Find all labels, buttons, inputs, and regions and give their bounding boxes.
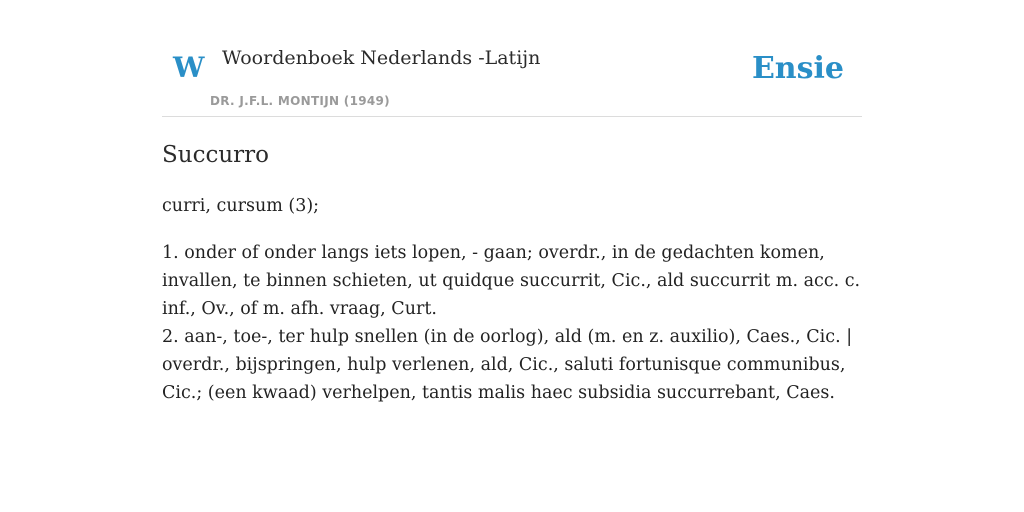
brand-logo[interactable]: Ensie [751, 51, 844, 86]
source-title[interactable]: Woordenboek Nederlands -Latijn [222, 47, 541, 69]
entry-senses [162, 239, 862, 407]
source-logo-icon[interactable]: W [173, 51, 205, 84]
source-header [162, 0, 862, 117]
source-author: DR. J.F.L. MONTIJN (1949) [210, 94, 390, 108]
entry-sense: 1. onder of onder langs iets lopen, - gaan; overdr., in de gedachten komen, invallen, te binnen schieten, ut quidque succurrit, Cic., ald succurrit m. acc. c. inf., Ov., of m. afh. vraag, Curt. [162, 243, 861, 319]
entry-sense: 2. aan-, toe-, ter hulp snellen (in de oorlog), ald (m. en z. auxilio), Caes., Cic. | overdr., bijspringen, hulp verlenen, ald, Cic., saluti fortunisque communibus, Cic.; (een kwaad) verhelpen, tantis malis haec subsidia succurrebant, Caes. [162, 327, 853, 403]
entry-card [162, 0, 862, 403]
entry-forms: curri, cursum (3); [162, 196, 320, 216]
entry-headword: Succurro [162, 142, 269, 168]
